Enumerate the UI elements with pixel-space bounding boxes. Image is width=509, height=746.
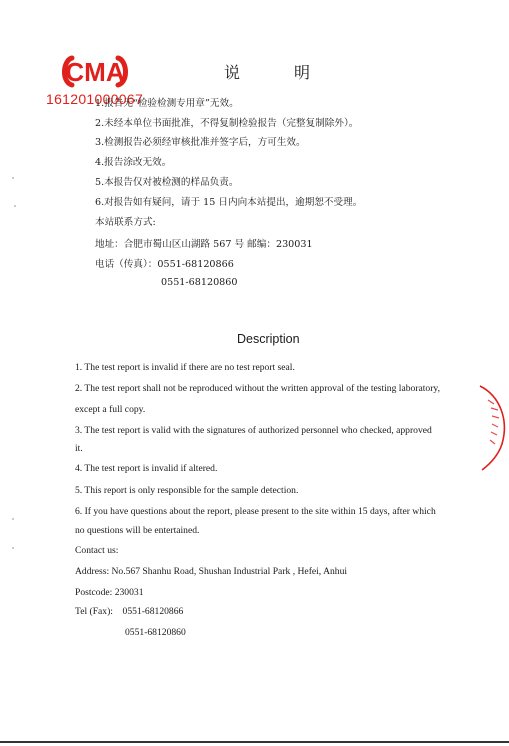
en-contact-heading: Contact us: (75, 545, 119, 556)
en-item-5: 5. This report is only responsible for the sample detection. (75, 485, 299, 496)
certification-number: 161201000067 (46, 91, 144, 107)
svg-text:CMA: CMA (65, 57, 125, 87)
en-postcode: Postcode: 230031 (75, 587, 144, 598)
en-item-3-cont: it. (75, 443, 83, 454)
en-item-4: 4. The test report is invalid if altered. (75, 463, 218, 474)
cn-item-1: 1.报告无“检验检测专用章”无效。 (95, 98, 239, 109)
en-item-1: 1. The test report is invalid if there are no test report seal. (75, 362, 295, 373)
cn-item-6: 6.对报告如有疑问，请于 15 日内向本站提出，逾期恕不受理。 (95, 197, 363, 208)
cn-phone-2: 0551-68120860 (161, 277, 238, 288)
cn-item-3: 3.检测报告必须经审核批准并签字后，方可生效。 (95, 137, 306, 148)
seal-stamp-partial (476, 382, 509, 472)
en-item-3: 3. The test report is valid with the signatures of authorized personnel who checked, approved (75, 425, 432, 436)
en-phone-2: 0551-68120860 (125, 627, 186, 638)
en-phone: Tel (Fax): 0551-68120866 (75, 606, 184, 617)
scan-artifact (12, 177, 14, 179)
en-item-6: 6. If you have questions about the report, please present to the site within 15 days, after which (75, 506, 436, 517)
chinese-title: 说 明 (224, 63, 313, 82)
en-item-6-cont: no questions will be entertained. (75, 525, 200, 536)
en-item-2-cont: except a full copy. (75, 404, 146, 415)
scan-artifact (12, 547, 14, 549)
cn-contact-heading: 本站联系方式: (95, 217, 156, 228)
cn-item-4: 4.报告涂改无效。 (95, 157, 172, 168)
en-address: Address: No.567 Shanhu Road, Shushan Industrial Park , Hefei, Anhui (75, 566, 348, 577)
scan-artifact (12, 518, 14, 520)
scan-artifact (14, 205, 16, 207)
cn-address: 地址：合肥市蜀山区山湖路 567 号 邮编：230031 (95, 239, 313, 250)
cma-logo (60, 52, 130, 90)
cn-phone: 电话（传真）：0551-68120866 (95, 259, 234, 270)
bottom-border (0, 741, 509, 743)
cn-item-5: 5.本报告仅对被检测的样品负责。 (95, 177, 239, 188)
english-title: Description (237, 332, 300, 346)
cn-item-2: 2.未经本单位书面批准，不得复制检验报告（完整复制除外）。 (95, 118, 359, 129)
en-item-2: 2. The test report shall not be reproduced without the written approval of the testing laboratory, (75, 383, 440, 394)
